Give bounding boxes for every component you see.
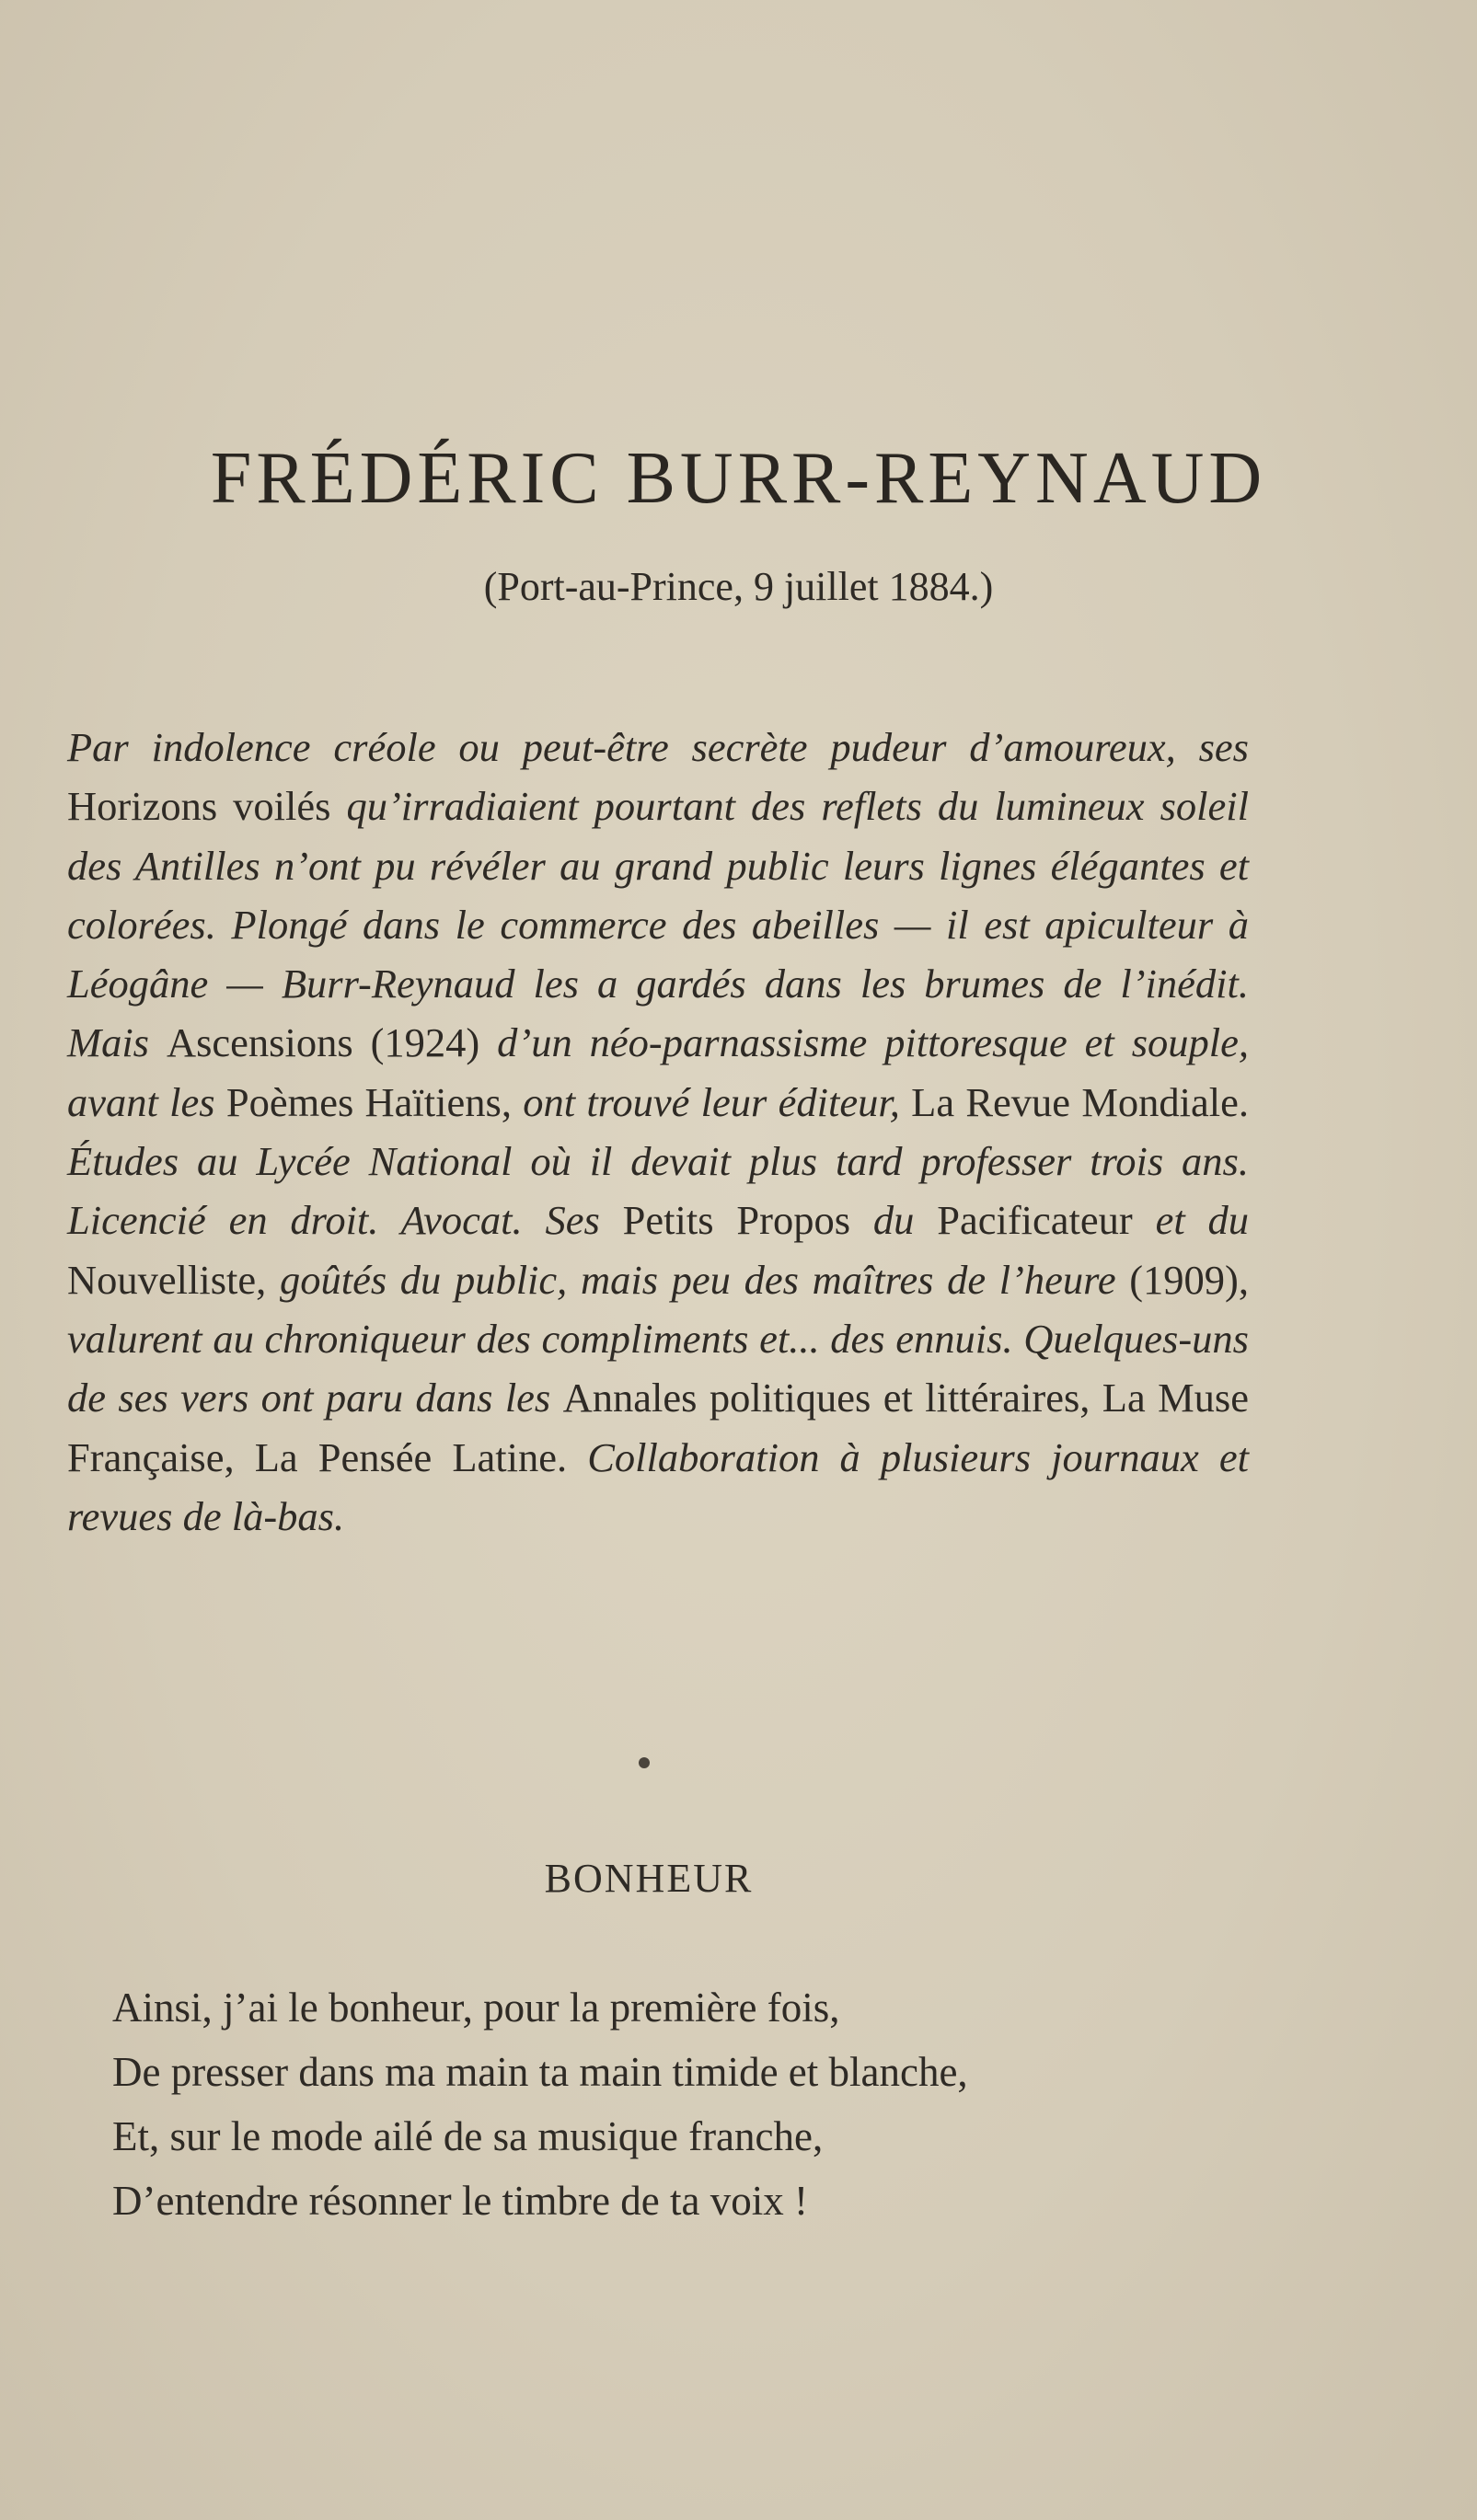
bio-italic-run: du xyxy=(872,1197,938,1244)
birth-place-date: (Port-au-Prince, 9 juillet 1884.) xyxy=(483,564,994,609)
bio-roman-run: Petits Propos xyxy=(622,1197,873,1244)
poem-title: BONHEUR xyxy=(544,1856,754,1901)
author-name-heading: FRÉDÉRIC BURR-REYNAUD xyxy=(210,438,1267,519)
bio-italic-run: d’un néo-parnassisme pittoresque et souple, avant les xyxy=(67,1019,1250,1125)
bio-roman-run: Poèmes Haïtiens, xyxy=(225,1078,524,1125)
poem-line: De presser dans ma main ta main timide et blanche, xyxy=(112,2049,968,2095)
bio-roman-run: Ascensions (1924) xyxy=(166,1019,498,1066)
section-ornament xyxy=(639,1757,650,1768)
bio-roman-run: Nouvelliste, xyxy=(67,1256,280,1303)
bio-italic-run: Par indolence créole ou peut-être secrète pudeur d’amoureux, ses xyxy=(67,724,1249,770)
bio-italic-run: Études au Lycée National où il devait plus tard professer trois ans. Licencié en droit. Avocat. Ses xyxy=(67,1138,1249,1244)
bio-italic-run: Collaboration à plusieurs journaux et revues de là-bas. xyxy=(67,1433,1250,1539)
poem-line: Ainsi, j’ai le bonheur, pour la première fois, xyxy=(112,1985,840,2031)
bio-italic-run: goûtés du public, mais peu des maîtres de l’heure xyxy=(279,1256,1130,1303)
bio-roman-run: Pacificateur xyxy=(937,1197,1156,1244)
bio-italic-run: et du xyxy=(1155,1197,1250,1244)
bio-roman-run: Annales politiques et littéraires, La Muse Française, La Pensée Latine. xyxy=(67,1375,1249,1480)
bio-italic-run: ont trouvé leur éditeur, xyxy=(523,1078,912,1125)
author-biography xyxy=(67,718,1249,1546)
bio-roman-run: (1909), xyxy=(1129,1256,1249,1303)
poem-line: D’entendre résonner le timbre de ta voix ! xyxy=(112,2178,808,2224)
bio-roman-run: La Revue Mondiale. xyxy=(911,1078,1249,1125)
bio-italic-run: qu’irradiaient pourtant des reflets du lumineux soleil des Antilles n’ont pu révéler au grand public leurs lignes élégantes et colorées. Plongé dans le commerce des abeilles — il est apiculteur à Léogâne — Burr-Reynaud les a gardés dans les brumes de l’inédit. Mais xyxy=(67,783,1249,1066)
bio-italic-run: valurent au chroniqueur des compliments et... des ennuis. Quelques-uns de ses vers ont paru dans les xyxy=(67,1315,1249,1421)
poem-stanza xyxy=(112,1975,1309,2233)
bio-roman-run: Horizons voilés xyxy=(67,783,347,830)
poem-line: Et, sur le mode ailé de sa musique franche, xyxy=(112,2113,824,2159)
